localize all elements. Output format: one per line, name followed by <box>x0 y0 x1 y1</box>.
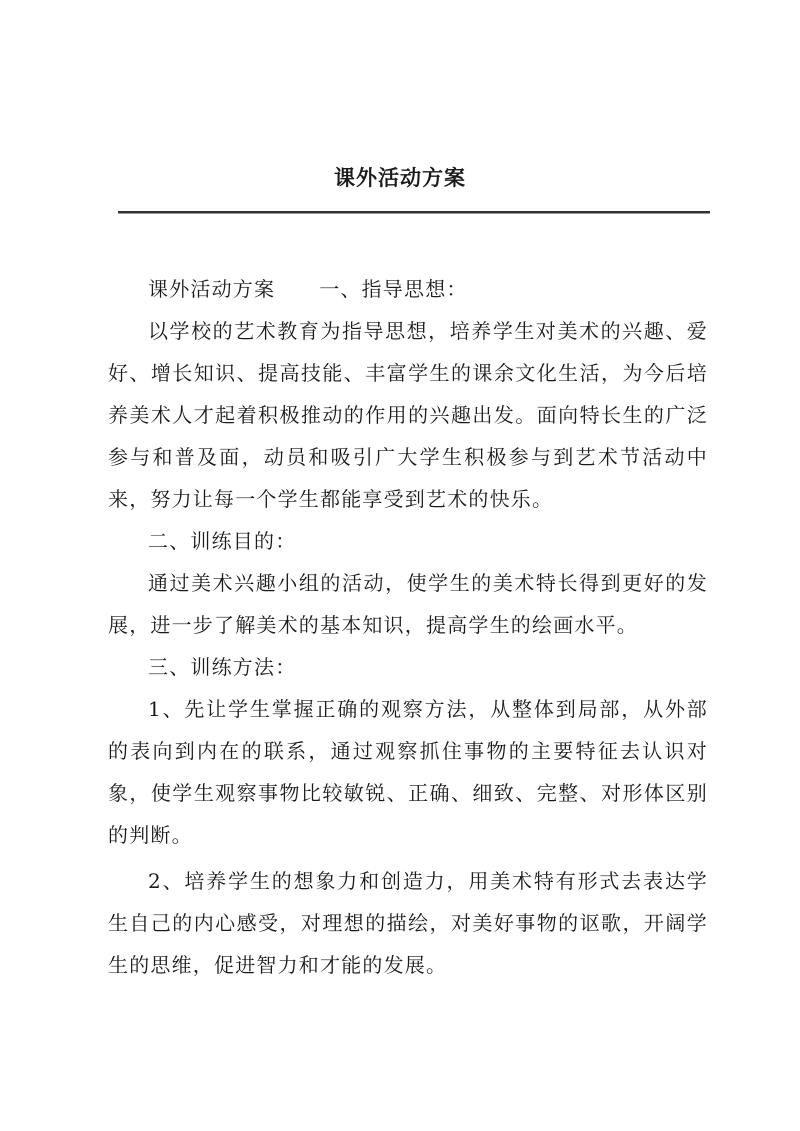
section-heading-training-goal: 二、训练目的： <box>148 529 297 553</box>
section-heading-training-method: 三、训练方法： <box>148 655 297 679</box>
title-divider <box>118 211 710 214</box>
document-title: 课外活动方案 <box>334 165 466 190</box>
intro-line <box>108 268 708 310</box>
paragraph-training-goal: 通过美术兴趣小组的活动，使学生的美术特长得到更好的发展，进一步了解美术的基本知识，提高学生的绘画水平。 <box>108 571 708 637</box>
intro-label: 课外活动方案 <box>148 277 276 301</box>
paragraph-guiding-idea: 以学校的艺术教育为指导思想，培养学生对美术的兴趣、爱好、增长知识、提高技能、丰富学生的课余文化生活，为今后培养美术人才起着积极推动的作用的兴趣出发。面向特长生的广泛参与和普及面，动员和吸引广大学生积极参与到艺术节活动中来，努力让每一个学生都能享受到艺术的快乐。 <box>108 319 708 511</box>
section-heading-guiding-idea: 一、指导思想： <box>319 277 468 301</box>
paragraph-method-imagination: 2、培养学生的想象力和创造力，用美术特有形式去表达学生自己的内心感受，对理想的描绘，对美好事物的讴歌，开阔学生的思维，促进智力和才能的发展。 <box>108 869 708 977</box>
paragraph-method-observation: 1、先让学生掌握正确的观察方法，从整体到局部，从外部的表向到内在的联系，通过观察抓住事物的主要特征去认识对象，使学生观察事物比较敏锐、正确、细致、完整、对形体区别的判断。 <box>108 697 708 847</box>
document-body <box>108 268 708 986</box>
